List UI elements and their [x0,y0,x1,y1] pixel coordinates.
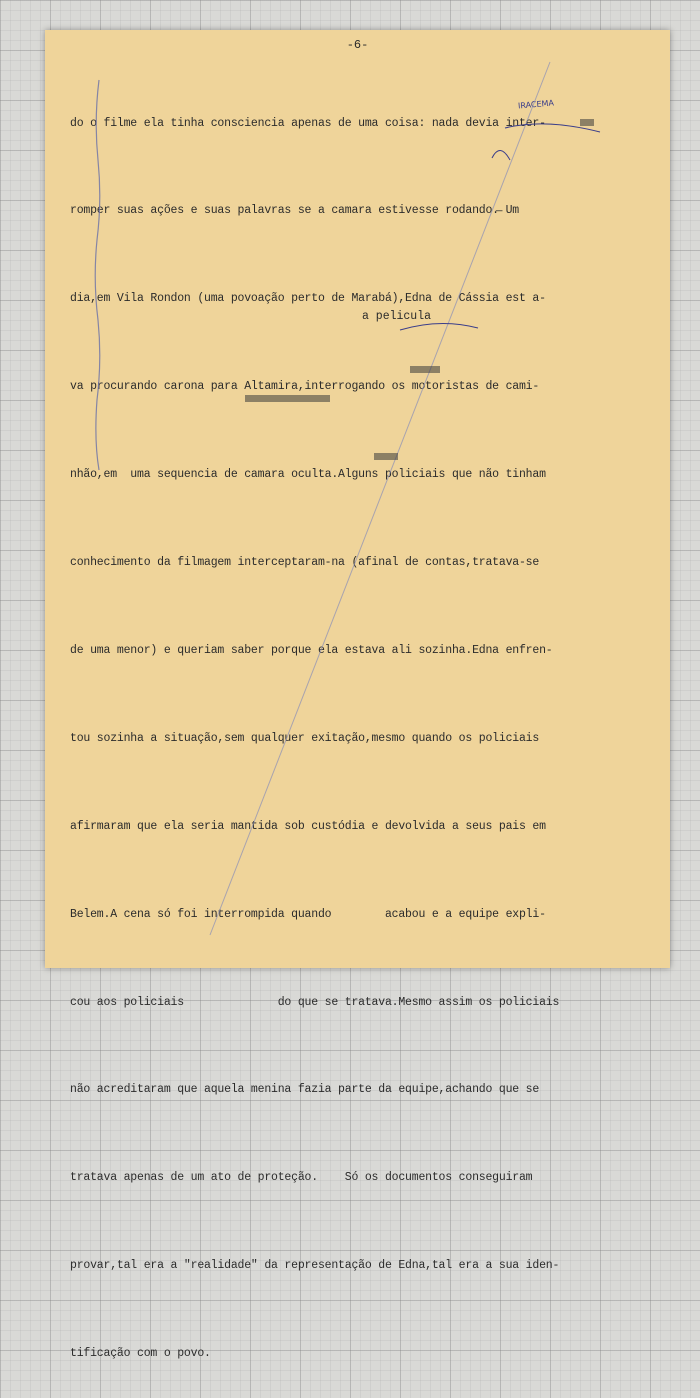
handwritten-note-iracema: IRACEMA [517,98,555,111]
text-line: conhecimento da filmagem interceptaram-na (afinal de contas,tratava-se [70,556,540,570]
text-line: dia,em Vila Rondon (uma povoação perto de Marabá),Edna de Cássia est a- [70,292,546,306]
text-line: não acreditaram que aquela menina fazia parte da equipe,achando que se [70,1083,540,1097]
text-line: do o filme ela tinha consciencia apenas de uma coisa: nada devia inter- [70,116,546,130]
text-line: tou sozinha a situação,sem qualquer exitação,mesmo quando os policiais [70,731,540,745]
typed-body-text [70,50,630,1398]
text-line: va procurando carona para Altamira,interrogando os motoristas de cami- [70,380,540,394]
text-line: cou aos policiais do que se tratava.Mesmo assim os policiais [70,995,560,1009]
text-line: tificação com o povo. [70,1347,211,1361]
text-line: tratava apenas de um ato de proteção. Só os documentos conseguiram [70,1171,533,1185]
text-line: nhão,em uma sequencia de camara oculta.Alguns policiais que não tinham [70,468,546,482]
text-line: Belem.A cena só foi interrompida quando acabou e a equipe expli- [70,907,546,921]
text-line: afirmaram que ela seria mantida sob custódia e devolvida a seus pais em [70,819,546,833]
typed-insertion-a-pelicula: a pelicula [362,310,432,323]
text-line: de uma menor) e queriam saber porque ela estava ali sozinha.Edna enfren- [70,643,553,657]
text-line: romper suas ações e suas palavras se a camara estivesse rodando.̶ Um [70,204,519,218]
text-line: provar,tal era a "realidade" da representação de Edna,tal era a sua iden- [70,1259,560,1273]
page-number: -6- [346,38,369,52]
